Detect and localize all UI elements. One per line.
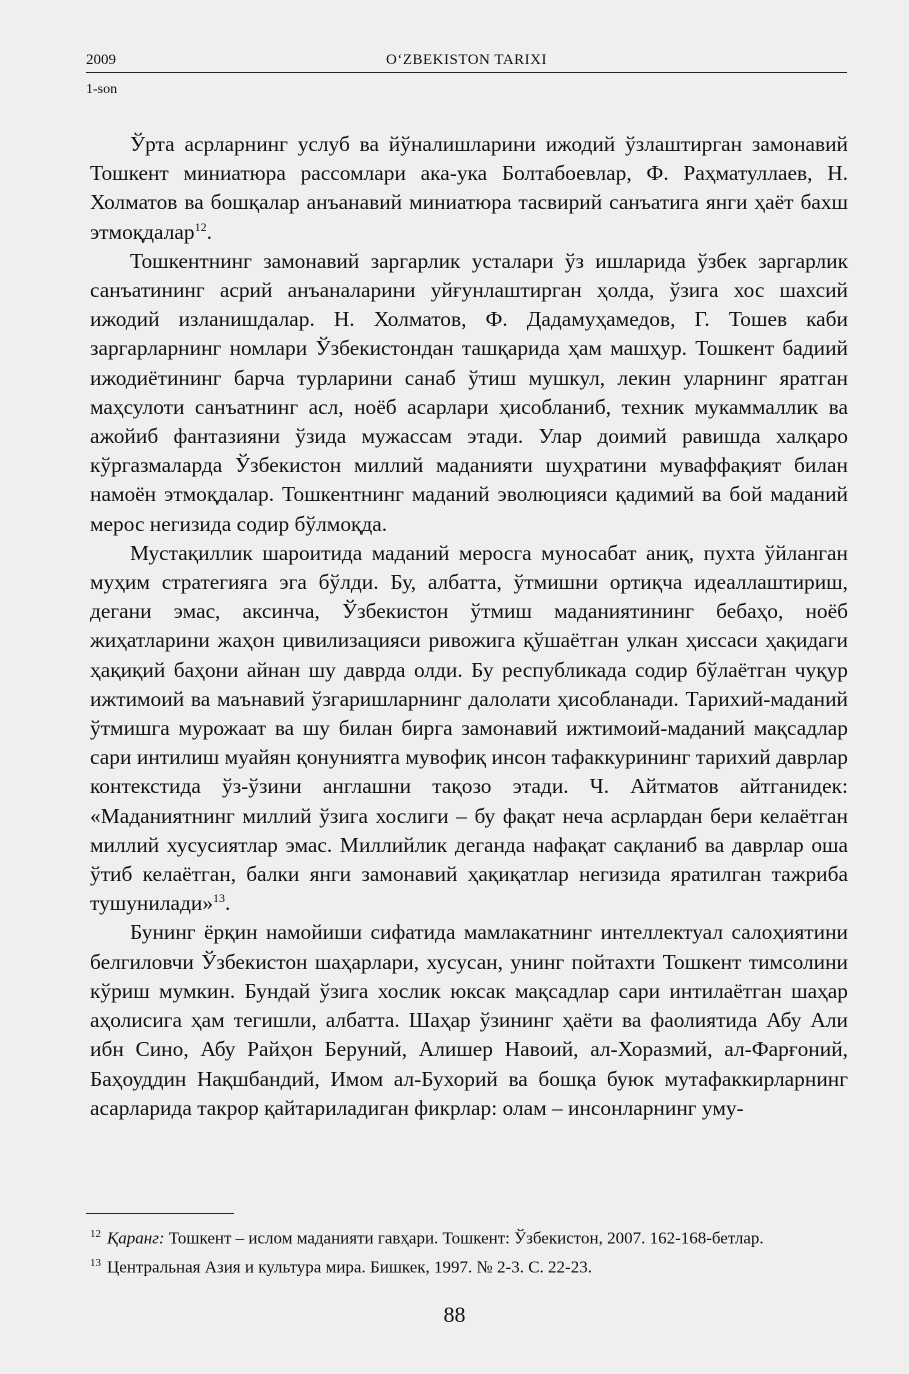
- paragraph: Мустақиллик шароитида маданий меросга муносабат аниқ, пухта ўйланган муҳим стратегияга эга бўлди. Бу, албатта, ўтмишни ортиқча идеаллаштириш, дегани эмас, аксинча, Ўзбекистон ўтмиш маданиятининг бебаҳо, ноёб жиҳатларини жаҳон цивилизацияси ривожига қўшаётган улкан ҳиссаси ҳақидаги ҳақиқий баҳони айнан шу даврда олди. Бу республикада содир бўлаётган чуқур ижтимоий ва маънавий ўзгаришларнинг далолати ҳисобланади. Тарихий-маданий ўтмишга мурожаат ва шу билан бирга замонавий ижтимоий-маданий мақсадлар сари интилиш муайян қонуниятга мувофиқ инсон тафаккурининг тарихий даврлар контекстида ўз-ўзини англашни тақозо этади. Ч. Айтматов айтганидек: «Маданиятнинг миллий ўзига хослиги – бу фақат неча асрлардан бери келаётган миллий хусусиятлар эмас. Миллийлик деганда нафақат сақланиб ва даврлар оша ўтиб келаётган, балки янги замонавий ҳақиқатлар негизида яратилган тажриба тушунилади»$^{13}$.: [90, 540, 848, 916]
- running-header: [86, 48, 847, 78]
- paragraph: Тошкентнинг замонавий заргарлик усталари ўз ишларида ўзбек заргарлик санъатининг асрий анъаналарини уйғунлаштирган ҳолда, ўзига хос шахсий ижодий изланишдалар. Н. Холматов, Ф. Дадамуҳамедов, Г. Тошев каби заргарларнинг номлари Ўзбекистондан ташқарида ҳам машҳур. Тошкент бадиий ижодиётининг барча турларини санаб ўтиш мушкул, лекин уларнинг яратган маҳсулоти санъатнинг асл, ноёб асарлари ҳисобланиб, техник мукаммаллик ва ажойиб фантазияни ўзида мужассам этади. Улар доимий равишда халқаро кўргазмаларда Ўзбекистон миллий маданияти шуҳратини муваффақият билан намоён этмоқдалар. Тошкентнинг маданий эволюцияси қадимий ва бой маданий мерос негизида содир бўлмоқда.: [90, 248, 848, 536]
- footnote-rule: [86, 1213, 234, 1214]
- footnote: $^{13}$ Центральная Азия и культура мира. Бишкек, 1997. № 2-3. С. 22-23.: [90, 1256, 592, 1277]
- journal-title: O‘ZBEKISTON TARIXI: [386, 52, 547, 68]
- footnotes: [90, 1222, 848, 1279]
- body-text: [90, 130, 848, 1123]
- paragraph: Ўрта асрларнинг услуб ва йўналишларини ижодий ўзлаштирган замонавий Тошкент миниатюра рассомлари ака-ука Болтабоевлар, Ф. Раҳматуллаев, Н. Холматов ва бошқалар анъанавий миниатюра тасвирий санъатига янги ҳаёт бахш этмоқдалар$^{12}$.: [90, 132, 848, 244]
- footnote: $^{12}$ Қаранг: Тошкент – ислом маданияти гавҳари. Тошкент: Ўзбекистон, 2007. 162-168-бетлар.: [90, 1228, 764, 1248]
- paragraph: Бунинг ёрқин намойиши сифатида мамлакатнинг интеллектуал салоҳиятини белгиловчи Ўзбекистон шаҳарлари, хусусан, унинг пойтахти Тошкент тимсолини кўриш мумкин. Бундай ўзига хослик юксак мақсадлар сари интилаётган шаҳар аҳолисига ҳам тегишли, албатта. Шаҳар ўзининг ҳаёти ва фаолиятида Абу Али ибн Сино, Абу Райҳон Беруний, Алишер Навоий, ал-Хоразмий, ал-Фарғоний, Баҳоуддин Нақшбандий, Имом ал-Бухорий ва бошқа буюк мутафаккирларнинг асарларида такрор қайтариладиган фикрлар: олам – инсонларнинг уму-: [90, 920, 848, 1120]
- footnote-ref[interactable]: 13: [213, 891, 226, 906]
- header-rule: [86, 72, 847, 73]
- header-year: 2009: [86, 52, 116, 68]
- page-number: 88: [443, 1302, 466, 1327]
- issue-number: 1-son: [86, 82, 118, 97]
- footnote-ref[interactable]: 12: [194, 219, 207, 234]
